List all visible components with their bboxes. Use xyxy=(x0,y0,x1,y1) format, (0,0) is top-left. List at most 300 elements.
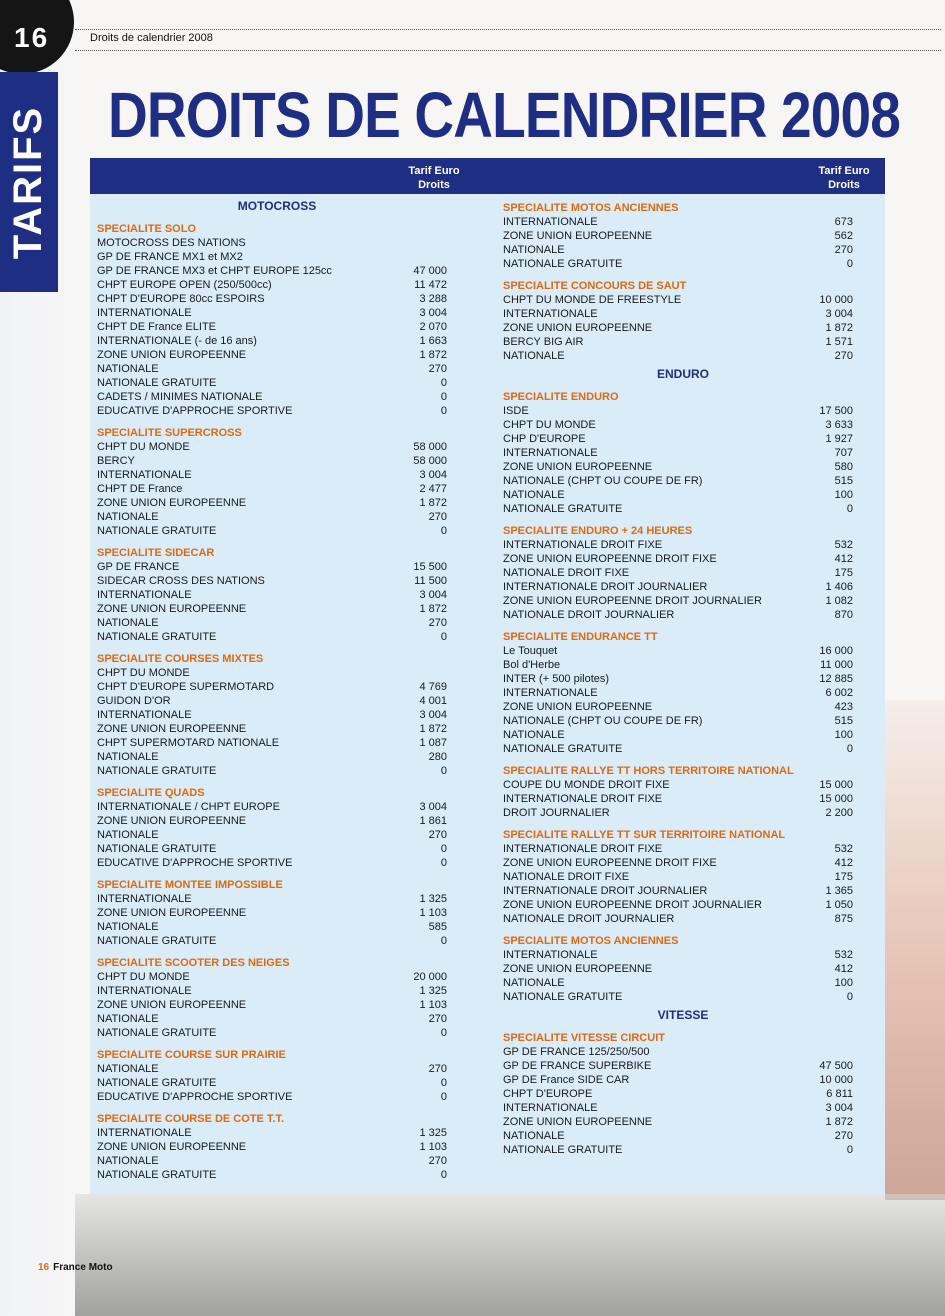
table-row xyxy=(503,714,863,728)
table-row xyxy=(97,1026,457,1040)
event-label: ZONE UNION EUROPEENNE xyxy=(97,1141,247,1153)
event-label: NATIONALE xyxy=(97,1063,159,1075)
event-label: ZONE UNION EUROPEENNE xyxy=(97,497,247,509)
fee-value: 3 004 xyxy=(419,469,447,481)
fee-value: 580 xyxy=(834,461,853,473)
table-row xyxy=(503,948,863,962)
fee-value: 0 xyxy=(846,991,853,1003)
fee-value: 412 xyxy=(834,857,853,869)
fee-value: 6 002 xyxy=(825,687,853,699)
event-label: BERCY xyxy=(97,455,135,467)
table-row xyxy=(97,454,457,468)
fee-value: 1 872 xyxy=(419,603,447,615)
table-row xyxy=(503,842,863,856)
page-number: 16 xyxy=(14,22,50,53)
event-label: CHPT DU MONDE DE FREESTYLE xyxy=(503,294,682,306)
event-label: NATIONALE xyxy=(97,511,159,523)
fee-value xyxy=(813,1045,863,1059)
fee-value: 270 xyxy=(834,1130,853,1142)
event-label: CHPT SUPERMOTARD NATIONALE xyxy=(97,737,280,749)
table-row xyxy=(97,306,457,320)
fee-value: 1 872 xyxy=(825,1116,853,1128)
event-label: ZONE UNION EUROPEENNE DROIT FIXE xyxy=(503,857,717,869)
table-row xyxy=(97,998,457,1012)
table-row xyxy=(503,856,863,870)
fee-value: 0 xyxy=(440,1077,447,1089)
background-photo-motorbikes xyxy=(75,1194,945,1316)
fee-value: 3 004 xyxy=(419,589,447,601)
fee-value: 1 087 xyxy=(419,737,447,749)
fee-value: 1 325 xyxy=(419,985,447,997)
fee-value: 3 633 xyxy=(825,419,853,431)
event-label: Le Touquet xyxy=(503,645,558,657)
event-label: INTERNATIONALE xyxy=(503,447,598,459)
event-label: EDUCATIVE D'APPROCHE SPORTIVE xyxy=(97,405,293,417)
fee-value: 270 xyxy=(428,829,447,841)
fee-value: 4 001 xyxy=(419,695,447,707)
fee-value xyxy=(407,236,457,250)
fee-value: 0 xyxy=(440,935,447,947)
specialite-heading: SPECIALITE COURSES MIXTES xyxy=(97,653,264,665)
event-label: NATIONALE xyxy=(97,829,159,841)
event-label: INTERNATIONALE DROIT FIXE xyxy=(503,793,663,805)
table-row xyxy=(503,898,863,912)
table-row xyxy=(97,264,457,278)
table-row xyxy=(503,566,863,580)
table-row xyxy=(97,1168,457,1182)
table-row xyxy=(97,920,457,934)
event-label: INTERNATIONALE DROIT JOURNALIER xyxy=(503,581,708,593)
fee-value: 2 200 xyxy=(825,807,853,819)
table-row xyxy=(97,292,457,306)
event-label: CHPT DU MONDE xyxy=(97,667,190,679)
fee-value: 0 xyxy=(846,1144,853,1156)
fee-value: 515 xyxy=(834,715,853,727)
event-label: ZONE UNION EUROPEENNE xyxy=(503,230,653,242)
fee-value: 0 xyxy=(440,843,447,855)
fee-value: 3 004 xyxy=(419,709,447,721)
table-row xyxy=(503,912,863,926)
table-row xyxy=(503,1143,863,1157)
event-label: ZONE UNION EUROPEENNE xyxy=(97,815,247,827)
fee-value: 47 000 xyxy=(413,265,447,277)
fee-value: 270 xyxy=(428,617,447,629)
section-heading: ENDURO xyxy=(656,367,709,381)
table-row xyxy=(97,842,457,856)
table-row xyxy=(97,694,457,708)
event-label: INTERNATIONALE xyxy=(97,307,192,319)
event-label: GP DE FRANCE MX1 et MX2 xyxy=(97,251,243,263)
fee-value: 270 xyxy=(428,363,447,375)
event-label: INTERNATIONALE xyxy=(97,985,192,997)
table-row xyxy=(503,502,863,516)
event-label: CHPT D'EUROPE 80cc ESPOIRS xyxy=(97,293,265,305)
fee-value: 515 xyxy=(834,475,853,487)
event-label: CHPT D'EUROPE SUPERMOTARD xyxy=(97,681,275,693)
table-row xyxy=(97,1090,457,1104)
table-row xyxy=(97,616,457,630)
event-label: ZONE UNION EUROPEENNE xyxy=(503,322,653,334)
fee-value: 585 xyxy=(428,921,447,933)
specialite-heading: SPECIALITE VITESSE CIRCUIT xyxy=(503,1032,665,1044)
specialite-heading: SPECIALITE QUADS xyxy=(97,787,205,799)
event-label: NATIONALE xyxy=(503,729,565,741)
event-label: CHPT DU MONDE xyxy=(97,441,190,453)
table-row xyxy=(503,257,863,271)
fee-value: 47 500 xyxy=(819,1060,853,1072)
table-row xyxy=(503,335,863,349)
event-label: NATIONALE GRATUITE xyxy=(97,935,217,947)
table-row xyxy=(503,1073,863,1087)
fee-value: 270 xyxy=(428,511,447,523)
fee-value: 1 325 xyxy=(419,893,447,905)
fee-value: 15 000 xyxy=(819,793,853,805)
specialite-heading: SPECIALITE SUPERCROSS xyxy=(97,427,242,439)
table-row xyxy=(97,404,457,418)
table-row xyxy=(97,1140,457,1154)
table-row xyxy=(503,594,863,608)
table-row xyxy=(503,608,863,622)
table-row xyxy=(503,976,863,990)
fee-value: 3 004 xyxy=(419,801,447,813)
table-row xyxy=(503,538,863,552)
event-label: CHPT EUROPE OPEN (250/500cc) xyxy=(97,279,272,291)
specialite-heading: SPECIALITE MONTEE IMPOSSIBLE xyxy=(97,879,283,891)
fee-value: 175 xyxy=(834,567,853,579)
side-label xyxy=(0,72,58,292)
event-label: INTERNATIONALE xyxy=(97,1127,192,1139)
table-row xyxy=(97,906,457,920)
fee-value: 100 xyxy=(834,977,853,989)
fee-value: 1 103 xyxy=(419,1141,447,1153)
fee-value: 3 288 xyxy=(419,293,447,305)
event-label: NATIONALE xyxy=(97,363,159,375)
event-label: NATIONALE DROIT FIXE xyxy=(503,871,630,883)
table-row xyxy=(503,700,863,714)
event-label: NATIONALE DROIT JOURNALIER xyxy=(503,609,675,621)
table-row xyxy=(97,362,457,376)
page-footer xyxy=(38,1262,113,1273)
fee-value: 0 xyxy=(846,258,853,270)
event-label: NATIONALE GRATUITE xyxy=(503,991,623,1003)
fee-value: 673 xyxy=(834,216,853,228)
event-label: CHPT DE France ELITE xyxy=(97,321,216,333)
table-row xyxy=(503,1087,863,1101)
event-label: ZONE UNION EUROPEENNE xyxy=(97,603,247,615)
specialite-heading: SPECIALITE MOTOS ANCIENNES xyxy=(503,935,679,947)
event-label: NATIONALE xyxy=(503,489,565,501)
event-label: NATIONALE DROIT FIXE xyxy=(503,567,630,579)
event-label: ZONE UNION EUROPEENNE xyxy=(503,1116,653,1128)
fee-value: 1 082 xyxy=(825,595,853,607)
specialite-heading: SPECIALITE ENDURANCE TT xyxy=(503,631,658,643)
table-row xyxy=(503,243,863,257)
header-rule-top xyxy=(75,29,941,30)
event-label: INTERNATIONALE (- de 16 ans) xyxy=(97,335,257,347)
event-label: EDUCATIVE D'APPROCHE SPORTIVE xyxy=(97,1091,293,1103)
footer-page-number: 16 xyxy=(38,1262,50,1273)
event-label: GP DE France SIDE CAR xyxy=(503,1074,630,1086)
fee-value: 11 500 xyxy=(414,575,447,587)
event-label: NATIONALE xyxy=(503,1130,565,1142)
event-label: ISDE xyxy=(503,405,529,417)
table-row xyxy=(97,602,457,616)
event-label: CHPT D'EUROPE xyxy=(503,1088,593,1100)
fee-value: 412 xyxy=(834,963,853,975)
table-row xyxy=(503,962,863,976)
fee-value: 1 872 xyxy=(825,322,853,334)
event-label: INTERNATIONALE xyxy=(503,949,598,961)
table-row xyxy=(503,1129,863,1143)
fee-value: 10 000 xyxy=(819,294,853,306)
table-row xyxy=(97,574,457,588)
event-label: CHPT DU MONDE xyxy=(97,971,190,983)
fee-value: 1 365 xyxy=(825,885,853,897)
table-row xyxy=(97,482,457,496)
table-row xyxy=(97,892,457,906)
table-row xyxy=(503,658,863,672)
event-label: CADETS / MINIMES NATIONALE xyxy=(97,391,263,403)
fee-value: 1 406 xyxy=(825,581,853,593)
fee-value: 0 xyxy=(440,765,447,777)
table-row xyxy=(97,278,457,292)
table-row xyxy=(503,742,863,756)
table-row xyxy=(503,580,863,594)
fee-value: 1 571 xyxy=(825,336,853,348)
fee-value: 280 xyxy=(428,751,447,763)
event-label: ZONE UNION EUROPEENNE xyxy=(503,461,653,473)
table-row xyxy=(97,1062,457,1076)
fee-value: 6 811 xyxy=(826,1088,853,1100)
event-label: ZONE UNION EUROPEENNE xyxy=(97,907,247,919)
event-label: NATIONALE GRATUITE xyxy=(503,503,623,515)
table-row xyxy=(97,588,457,602)
table-row xyxy=(503,1059,863,1073)
event-label: NATIONALE xyxy=(97,921,159,933)
table-row xyxy=(503,672,863,686)
right-column xyxy=(503,195,863,1157)
fee-value: 1 663 xyxy=(419,335,447,347)
table-row xyxy=(503,778,863,792)
fee-value: 562 xyxy=(834,230,853,242)
fee-value: 0 xyxy=(440,631,447,643)
fee-value: 532 xyxy=(834,949,853,961)
event-label: CHPT DU MONDE xyxy=(503,419,596,431)
fee-value: 0 xyxy=(440,1091,447,1103)
table-row xyxy=(503,293,863,307)
specialite-heading: SPECIALITE COURSE SUR PRAIRIE xyxy=(97,1049,286,1061)
specialite-heading: SPECIALITE ENDURO + 24 HEURES xyxy=(503,525,693,537)
fee-value: 1 872 xyxy=(419,349,447,361)
fee-value: 1 325 xyxy=(419,1127,447,1139)
event-label: ZONE UNION EUROPEENNE xyxy=(97,349,247,361)
event-label: DROIT JOURNALIER xyxy=(503,807,610,819)
fee-value: 16 000 xyxy=(819,645,853,657)
table-row xyxy=(503,792,863,806)
table-row xyxy=(503,990,863,1004)
table-row xyxy=(97,376,457,390)
fee-value: 0 xyxy=(440,377,447,389)
table-row xyxy=(97,856,457,870)
fee-value: 423 xyxy=(834,701,853,713)
event-label: NATIONALE GRATUITE xyxy=(97,765,217,777)
event-label: INTERNATIONALE xyxy=(503,216,598,228)
fee-value: 532 xyxy=(834,539,853,551)
fee-value: 58 000 xyxy=(413,455,447,467)
fee-value: 20 000 xyxy=(413,971,447,983)
column-header-left: Tarif Euro Droits xyxy=(408,165,460,191)
specialite-heading: SPECIALITE ENDURO xyxy=(503,391,619,403)
fee-value: 100 xyxy=(834,729,853,741)
event-label: NATIONALE GRATUITE xyxy=(97,1027,217,1039)
event-label: MOTOCROSS DES NATIONS xyxy=(97,237,246,249)
fee-value: 17 500 xyxy=(819,405,853,417)
table-row xyxy=(97,320,457,334)
table-row xyxy=(97,750,457,764)
table-row xyxy=(97,984,457,998)
header-rule-bottom xyxy=(75,50,941,51)
fee-value: 15 500 xyxy=(413,561,447,573)
table-row xyxy=(503,418,863,432)
table-row xyxy=(97,1012,457,1026)
event-label: NATIONALE GRATUITE xyxy=(97,377,217,389)
event-label: GP DE FRANCE xyxy=(97,561,180,573)
event-label: NATIONALE xyxy=(503,350,565,362)
event-label: CHP D'EUROPE xyxy=(503,433,586,445)
fee-value: 270 xyxy=(834,244,853,256)
event-label: NATIONALE GRATUITE xyxy=(503,258,623,270)
table-row xyxy=(503,644,863,658)
table-row xyxy=(503,728,863,742)
event-label: NATIONALE (CHPT OU COUPE DE FR) xyxy=(503,475,703,487)
fee-value: 0 xyxy=(440,1169,447,1181)
event-label: NATIONALE GRATUITE xyxy=(503,743,623,755)
fee-value: 532 xyxy=(834,843,853,855)
fee-value: 0 xyxy=(846,503,853,515)
fee-value xyxy=(407,250,457,264)
event-label: Bol d'Herbe xyxy=(503,659,561,671)
table-row xyxy=(503,1101,863,1115)
event-label: ZONE UNION EUROPEENNE DROIT JOURNALIER xyxy=(503,899,762,911)
table-row xyxy=(97,496,457,510)
table-row xyxy=(97,560,457,574)
event-label: NATIONALE GRATUITE xyxy=(97,525,217,537)
fee-value: 100 xyxy=(834,489,853,501)
fee-value xyxy=(407,666,457,680)
table-row xyxy=(97,934,457,948)
table-row xyxy=(97,814,457,828)
specialite-heading: SPECIALITE COURSE DE COTE T.T. xyxy=(97,1113,285,1125)
event-label: NATIONALE GRATUITE xyxy=(97,843,217,855)
table-row xyxy=(97,708,457,722)
event-label: INTERNATIONALE xyxy=(97,709,192,721)
event-label: INTERNATIONALE xyxy=(97,893,192,905)
table-row xyxy=(97,348,457,362)
table-row xyxy=(503,686,863,700)
table-header-bar xyxy=(90,158,885,194)
table-row xyxy=(97,1076,457,1090)
event-label: GP DE FRANCE 125/250/500 xyxy=(503,1046,650,1058)
event-label: SIDECAR CROSS DES NATIONS xyxy=(97,575,265,587)
table-row xyxy=(503,446,863,460)
fee-value: 2 477 xyxy=(419,483,447,495)
section-heading: MOTOCROSS xyxy=(237,199,317,213)
fee-value: 1 103 xyxy=(419,999,447,1011)
fee-value: 175 xyxy=(834,871,853,883)
table-row xyxy=(97,764,457,778)
fee-value: 58 000 xyxy=(413,441,447,453)
table-row xyxy=(97,390,457,404)
event-label: COUPE DU MONDE DROIT FIXE xyxy=(503,779,670,791)
fee-value: 0 xyxy=(846,743,853,755)
event-label: NATIONALE xyxy=(97,617,159,629)
specialite-heading: SPECIALITE CONCOURS DE SAUT xyxy=(503,280,687,292)
table-row xyxy=(97,1126,457,1140)
event-label: NATIONALE GRATUITE xyxy=(97,631,217,643)
table-row xyxy=(97,680,457,694)
table-row xyxy=(503,215,863,229)
table-row xyxy=(97,666,457,680)
table-row xyxy=(97,736,457,750)
event-label: NATIONALE (CHPT OU COUPE DE FR) xyxy=(503,715,703,727)
background-photo-right xyxy=(885,700,945,1200)
event-label: NATIONALE DROIT JOURNALIER xyxy=(503,913,675,925)
event-label: CHPT DE France xyxy=(97,483,183,495)
fee-value: 1 103 xyxy=(419,907,447,919)
running-head: Droits de calendrier 2008 xyxy=(90,32,213,44)
page-title: DROITS DE CALENDRIER 2008 xyxy=(108,79,901,151)
event-label: NATIONALE GRATUITE xyxy=(97,1077,217,1089)
table-row xyxy=(97,468,457,482)
specialite-heading: SPECIALITE SCOOTER DES NEIGES xyxy=(97,957,290,969)
table-row xyxy=(97,800,457,814)
left-column xyxy=(97,195,457,1182)
column-header-right: Tarif Euro Droits xyxy=(818,165,870,191)
fee-value: 1 872 xyxy=(419,723,447,735)
table-row xyxy=(503,806,863,820)
event-label: INTERNATIONALE xyxy=(503,687,598,699)
footer-magazine-name: France Moto xyxy=(53,1262,113,1273)
event-label: NATIONALE xyxy=(97,1013,159,1025)
section-heading: VITESSE xyxy=(657,1008,709,1022)
event-label: ZONE UNION EUROPEENNE DROIT JOURNALIER xyxy=(503,595,762,607)
event-label: INTERNATIONALE xyxy=(97,589,192,601)
table-row xyxy=(503,552,863,566)
event-label: ZONE UNION EUROPEENNE xyxy=(503,701,653,713)
table-row xyxy=(503,229,863,243)
table-row xyxy=(503,870,863,884)
table-row xyxy=(503,404,863,418)
event-label: EDUCATIVE D'APPROCHE SPORTIVE xyxy=(97,857,293,869)
table-row xyxy=(97,524,457,538)
event-label: INTERNATIONALE DROIT JOURNALIER xyxy=(503,885,708,897)
event-label: BERCY BIG AIR xyxy=(503,336,584,348)
table-row xyxy=(97,250,457,264)
fee-value: 875 xyxy=(834,913,853,925)
fee-value: 270 xyxy=(834,350,853,362)
fee-value: 10 000 xyxy=(819,1074,853,1086)
event-label: NATIONALE xyxy=(503,977,565,989)
event-label: GUIDON D'OR xyxy=(97,695,171,707)
fee-value: 11 000 xyxy=(820,659,853,671)
table-row xyxy=(97,970,457,984)
table-row xyxy=(97,1154,457,1168)
fee-value: 1 927 xyxy=(825,433,853,445)
fee-value: 1 861 xyxy=(419,815,447,827)
event-label: INTER (+ 500 pilotes) xyxy=(503,673,610,685)
fee-value: 3 004 xyxy=(419,307,447,319)
fee-value: 12 885 xyxy=(819,673,853,685)
